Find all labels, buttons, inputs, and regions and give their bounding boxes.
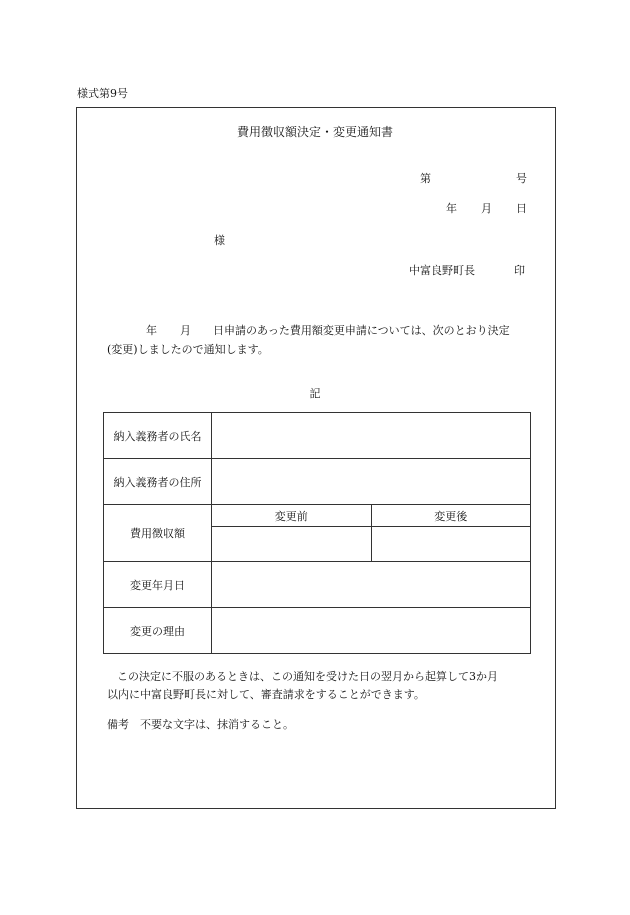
address-label: 納入義務者の住所 [104,459,212,505]
address-field[interactable] [212,459,531,505]
body-month-label: 月 [180,324,191,337]
name-label: 納入義務者の氏名 [104,413,212,459]
date-year-label: 年 [446,202,457,215]
seal-mark: 印 [514,264,525,277]
reason-field[interactable] [212,608,531,654]
document-title: 費用徴収額決定・変更通知書 [236,125,393,139]
document-number-prefix: 第 [420,172,431,185]
name-field[interactable] [212,413,531,459]
table-row [104,562,531,608]
details-table [103,412,531,654]
after-field[interactable] [371,527,531,562]
body-text-line2: (変更)しましたので通知します。 [107,343,269,356]
change-date-label: 変更年月日 [104,562,212,608]
before-header: 変更前 [212,505,372,527]
body-text-rest: 日申請のあった費用額変更申請については、次のとおり決定 [213,324,510,337]
document-number-suffix: 号 [516,172,527,185]
date-day-label: 日 [516,202,527,215]
before-field[interactable] [212,527,372,562]
addressee-suffix: 様 [214,234,225,247]
reason-label: 変更の理由 [104,608,212,654]
fee-label: 費用徴収額 [104,505,212,562]
date-month-label: 月 [481,202,492,215]
table-row [104,413,531,459]
body-year-label: 年 [146,324,157,337]
change-date-field[interactable] [212,562,531,608]
remarks-text: 備考 不要な文字は、抹消すること。 [107,718,294,731]
issuer-name: 中富良野町長 [409,264,475,277]
table-row [104,608,531,654]
notice-line1: この決定に不服のあるときは、この通知を受けた日の翌月から起算して3か月 [117,670,498,683]
after-header: 変更後 [371,505,531,527]
table-row [104,505,531,527]
form-number: 様式第9号 [77,87,128,100]
table-row [104,459,531,505]
ki-heading: 記 [309,387,321,400]
notice-line2: 以内に中富良野町長に対して、審査請求をすることができます。 [107,688,425,701]
